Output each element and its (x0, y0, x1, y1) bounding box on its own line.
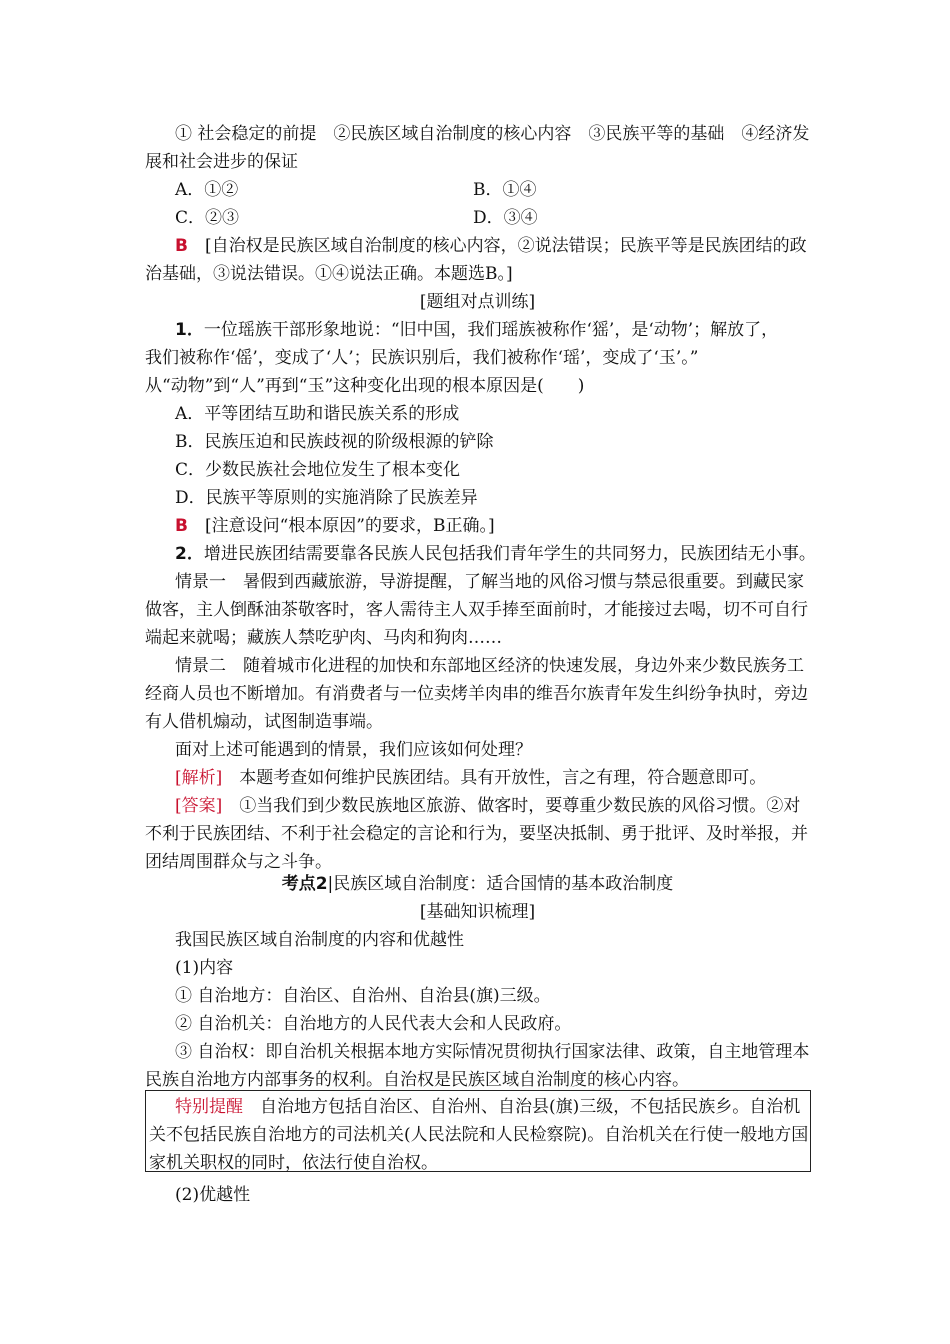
special-note-label: 特别提醒 (175, 1097, 243, 1117)
basic-advantage-heading: (2)优越性 (175, 1185, 251, 1205)
section-heading-basic: [基础知识梳理] (419, 902, 536, 922)
question-text: 一位瑶族干部形象地说：“旧中国，我们瑶族被称作‘猺’，是‘动物’；解放了， (203, 320, 779, 340)
topic-title: 民族区域自治制度：适合国情的基本政治制度 (333, 874, 674, 894)
question-1-line2: 我们被称作‘傜’，变成了‘人’；民族识别后，我们被称作‘瑶’，变成了‘玉’。” (145, 348, 699, 368)
answer-text: [注意设问“根本原因”的要求，B正确。] (187, 516, 495, 536)
basic-item-3-cont: 民族自治地方内部事务的权利。自治权是民族区域自治制度的核心内容。 (145, 1070, 689, 1090)
answer-text: [自治权是民族区域自治制度的核心内容，②说法错误；民族平等是民族团结的政 (187, 236, 807, 256)
scenario-2-line1: 情景二 随着城市化进程的加快和东部地区经济的快速发展，身边外来少数民族务工 (175, 656, 804, 676)
answer-letter: B (175, 236, 188, 256)
scenario-1-line3: 端起来就喝；藏族人禁吃驴肉、马肉和狗肉…… (145, 628, 502, 648)
question-1-line (175, 319, 810, 341)
question-1-line3: 从“动物”到“人”再到“玉”这种变化出现的根本原因是( ) (145, 376, 585, 396)
section-heading-training: [题组对点训练] (419, 292, 536, 312)
q1-option-a: A．平等团结互助和谐民族关系的形成 (175, 404, 460, 424)
choice-items-line: ① 社会稳定的前提 ②民族区域自治制度的核心内容 ③民族平等的基础 ④经济发 (175, 124, 810, 144)
question-2-ask: 面对上述可能遇到的情景，我们应该如何处理？ (175, 740, 532, 760)
answer-line (175, 795, 810, 817)
answer-text: ①当我们到少数民族地区旅游、做客时，要尊重少数民族的风俗习惯。②对 (222, 796, 801, 816)
option-b: B．①④ (473, 180, 537, 200)
choice-items-line-cont: 展和社会进步的保证 (145, 152, 298, 172)
option-a: A．①② (175, 180, 239, 200)
analysis-line (175, 767, 810, 789)
answer-text-cont: 治基础，③说法错误。①④说法正确。本题选B。] (145, 264, 513, 284)
special-note-text: 自治地方包括自治区、自治州、自治县(旗)三级，不包括民族乡。自治机 (243, 1097, 801, 1117)
option-d: D．③④ (473, 208, 538, 228)
basic-item-3: ③ 自治权：即自治机关根据本地方实际情况贯彻执行国家法律、政策，自主地管理本 (175, 1042, 810, 1062)
answer-line2: 不利于民族团结、不利于社会稳定的言论和行为，要坚决抵制、勇于批评、及时举报，并 (145, 824, 808, 844)
q1-option-c: C．少数民族社会地位发生了根本变化 (175, 460, 461, 480)
q1-option-d: D．民族平等原则的实施消除了民族差异 (175, 488, 478, 508)
question-text: 增进民族团结需要靠各民族人民包括我们青年学生的共同努力，民族团结无小事。 (203, 544, 816, 564)
scenario-1-line2: 做客，主人倒酥油茶敬客时，客人需待主人双手捧至面前时，才能接过去喝，切不可自行 (145, 600, 808, 620)
topic-heading (145, 873, 810, 895)
basic-item-2: ② 自治机关：自治地方的人民代表大会和人民政府。 (175, 1014, 572, 1034)
scenario-1-line1: 情景一 暑假到西藏旅游，导游提醒，了解当地的风俗习惯与禁忌很重要。到藏民家 (175, 572, 804, 592)
scenario-2-line3: 有人借机煽动，试图制造事端。 (145, 712, 383, 732)
question-number: 1． (175, 320, 204, 340)
option-c: C．②③ (175, 208, 240, 228)
topic-separator: | (327, 874, 334, 894)
question-number: 2． (175, 544, 204, 564)
answer-explanation (175, 235, 810, 257)
basic-intro: 我国民族区域自治制度的内容和优越性 (175, 930, 464, 950)
q1-option-b: B．民族压迫和民族歧视的阶级根源的铲除 (175, 432, 494, 452)
special-note-line3: 家机关职权的同时，依法行使自治权。 (149, 1153, 438, 1173)
basic-content-heading: (1)内容 (175, 958, 234, 978)
analysis-text: 本题考查如何维护民族团结。具有开放性，言之有理，符合题意即可。 (222, 768, 767, 788)
basic-item-1: ① 自治地方：自治区、自治州、自治县(旗)三级。 (175, 986, 551, 1006)
answer-line3: 团结周围群众与之斗争。 (145, 852, 332, 872)
analysis-label: [解析] (175, 768, 223, 788)
scenario-2-line2: 经商人员也不断增加。有消费者与一位卖烤羊肉串的维吾尔族青年发生纠纷争执时，旁边 (145, 684, 808, 704)
answer-letter: B (175, 516, 188, 536)
answer-label: [答案] (175, 796, 223, 816)
special-note-line2: 关不包括民族自治地方的司法机关(人民法院和人民检察院)。自治机关在行使一般地方国 (149, 1125, 809, 1145)
question-2-line (175, 543, 816, 565)
special-note-line1 (175, 1096, 810, 1118)
topic-label: 考点2 (281, 874, 328, 894)
answer-explanation-2 (175, 515, 810, 537)
